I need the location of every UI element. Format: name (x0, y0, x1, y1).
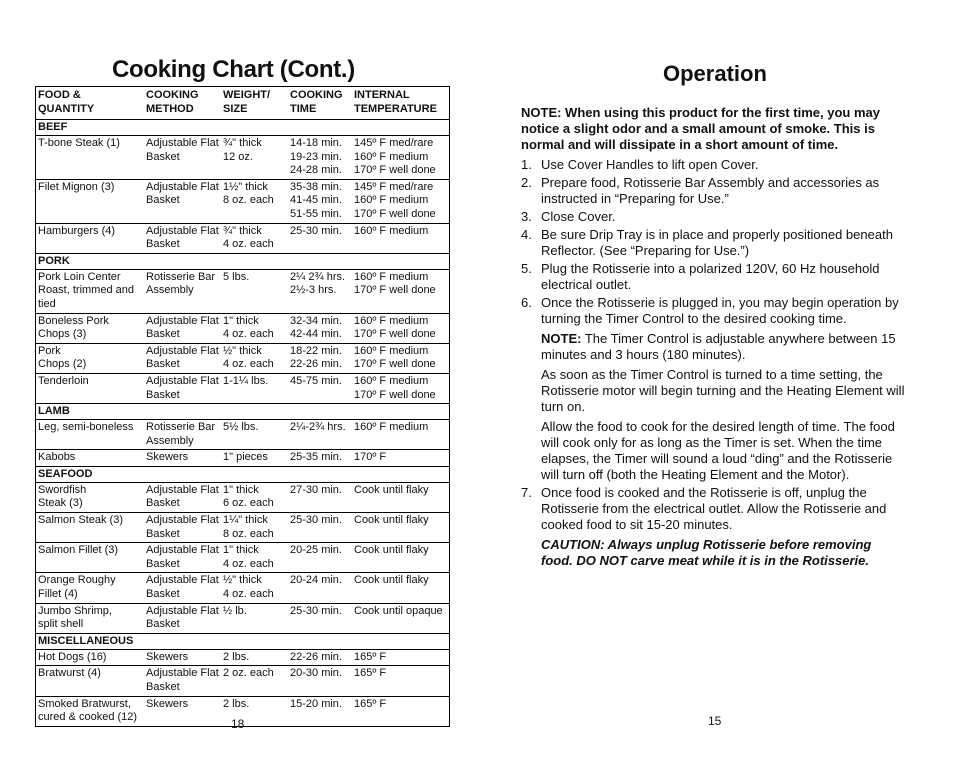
table-cell: Kabobs (38, 451, 76, 464)
table-cell: 1" thick 4 oz. each (223, 544, 274, 570)
table-cell: Skewers (146, 451, 189, 464)
table-cell: 35-38 min. 41-45 min. 51-55 min. (290, 180, 342, 220)
table-cell: 22-26 min. (290, 650, 342, 663)
step-item (521, 175, 906, 207)
step-text: Prepare food, Rotisserie Bar Assembly and accessories as instructed in “Preparing for Use.” (541, 175, 880, 206)
table-cell: 1" thick 6 oz. each (223, 483, 274, 510)
chart-header-row (36, 87, 449, 119)
table-cell: 1-1¼ lbs. (223, 374, 269, 387)
section-header: SEAFOOD (36, 466, 449, 482)
table-cell: Adjustable Flat Basket (146, 374, 219, 401)
table-cell: 2 lbs. (223, 697, 250, 710)
table-cell: Leg, semi-boneless (38, 421, 134, 434)
step-number: 2. (521, 175, 532, 190)
table-row (36, 223, 449, 253)
step-text: Once food is cooked and the Rotisserie is off, unplug the Rotisserie from the electrical outlet. Allow the Rotisserie and cooked food to sit 15-20 minutes. (541, 485, 887, 532)
table-cell: 5 lbs. (223, 270, 250, 283)
table-cell: Adjustable Flat Basket (146, 483, 219, 510)
step-text: Once the Rotisserie is plugged in, you may begin operation by turning the Timer Control to the desired cooking time. (541, 295, 899, 326)
section-header: BEEF (36, 119, 449, 135)
table-cell: 160º F medium (354, 224, 429, 237)
table-cell: Skewers (146, 697, 189, 710)
table-row (36, 512, 449, 542)
table-cell: 170º F (354, 451, 387, 464)
step-number: 4. (521, 227, 532, 242)
table-cell: Cook until flaky (354, 514, 429, 527)
column-header: COOKING TIME (290, 89, 343, 115)
table-cell: Pork Loin Center Roast, trimmed and tied (38, 270, 134, 310)
table-cell: Tenderloin (38, 374, 89, 387)
table-cell: Swordfish Steak (3) (38, 483, 87, 510)
cooking-chart-title: Cooking Chart (Cont.) (112, 56, 355, 83)
table-cell: Bratwurst (4) (38, 667, 101, 680)
operation-title: Operation (663, 61, 767, 86)
step-text: Plug the Rotisserie into a polarized 120V, 60 Hz household electrical outlet. (541, 261, 880, 292)
note-label: NOTE: (541, 331, 582, 346)
table-cell: 25-35 min. (290, 451, 342, 464)
table-cell: 27-30 min. (290, 483, 342, 496)
table-cell: Adjustable Flat Basket (146, 574, 219, 601)
table-cell: 2 oz. each (223, 667, 274, 680)
table-cell: 20-30 min. (290, 667, 342, 680)
first-use-note: NOTE: When using this product for the first time, you may notice a slight odor and a small amount of smoke. This is normal and will dissipate in a short amount of time. (521, 105, 880, 152)
table-cell: 5½ lbs. (223, 421, 259, 434)
table-row (36, 179, 449, 223)
table-cell: Adjustable Flat Basket (146, 224, 219, 251)
table-row (36, 269, 449, 313)
step-text: Be sure Drip Tray is in place and properly positioned beneath Reflector. (See “Preparing for Use.”) (541, 227, 893, 258)
table-cell: Salmon Fillet (3) (38, 544, 119, 557)
step-number: 6. (521, 295, 532, 310)
table-cell: 25-30 min. (290, 604, 342, 617)
operation-instructions (521, 105, 906, 571)
column-header: WEIGHT/ SIZE (223, 89, 271, 115)
table-cell: Pork Chops (2) (38, 344, 87, 371)
table-cell: ½ lb. (223, 604, 247, 617)
table-row (36, 572, 449, 602)
step-number: 5. (521, 261, 532, 276)
table-row (36, 649, 449, 666)
section-header: MISCELLANEOUS (36, 633, 449, 649)
table-cell: Cook until flaky (354, 544, 429, 557)
column-header: FOOD & QUANTITY (38, 89, 95, 115)
table-cell: Hamburgers (4) (38, 224, 116, 237)
step-number: 1. (521, 157, 532, 172)
right-page-number: 15 (708, 714, 722, 728)
table-cell: 160º F medium (354, 421, 429, 434)
table-cell: Cook until flaky (354, 574, 429, 587)
table-row (36, 482, 449, 512)
step-paragraph: Allow the food to cook for the desired length of time. The food will cook only for as long as the Timer is set. When the time elapses, the Timer will sound a loud “ding” and the Rotisserie will turn off (both the Heating Element and the Motor). (541, 419, 895, 482)
table-cell: Cook until opaque (354, 604, 443, 617)
table-cell: 15-20 min. (290, 697, 342, 710)
table-cell: 14-18 min. 19-23 min. 24-28 min. (290, 137, 342, 177)
table-cell: Boneless Pork Chops (3) (38, 314, 109, 341)
table-cell: Adjustable Flat Basket (146, 137, 219, 163)
table-cell: ½" thick 4 oz. each (223, 574, 274, 601)
table-cell: 1¼" thick 8 oz. each (223, 514, 274, 540)
step-item (521, 295, 906, 483)
note-text: The Timer Control is adjustable anywhere between 15 minutes and 3 hours (180 minutes). (541, 331, 896, 362)
step-item (521, 157, 906, 173)
table-cell: 165º F (354, 697, 387, 710)
table-row (36, 419, 449, 449)
table-row (36, 135, 449, 179)
left-page-number: 18 (231, 717, 245, 731)
table-row (36, 373, 449, 403)
table-cell: Smoked Bratwurst, cured & cooked (12) (38, 697, 138, 724)
table-cell: 20-25 min. (290, 544, 342, 557)
step-item (521, 261, 906, 293)
table-cell: Adjustable Flat Basket (146, 667, 219, 693)
section-header: LAMB (36, 403, 449, 419)
table-cell: 160º F medium 170º F well done (354, 314, 436, 341)
table-cell: 145º F med/rare 160º F medium 170º F well done (354, 137, 436, 177)
table-cell: 165º F (354, 667, 387, 680)
table-cell: Hot Dogs (16) (38, 650, 107, 663)
table-cell: 1" pieces (223, 451, 268, 464)
table-cell: 160º F medium 170º F well done (354, 270, 436, 297)
table-cell: 1½" thick 8 oz. each (223, 180, 274, 207)
table-cell: Rotisserie Bar Assembly (146, 421, 216, 447)
table-cell: ¾" thick 12 oz. (223, 137, 262, 163)
table-cell: Rotisserie Bar Assembly (146, 270, 216, 297)
table-cell: 2 lbs. (223, 650, 250, 663)
table-cell: 18-22 min. 22-26 min. (290, 344, 342, 371)
table-cell: Adjustable Flat Basket (146, 544, 219, 570)
table-row (36, 343, 449, 373)
table-cell: 25-30 min. (290, 224, 342, 237)
table-cell: Skewers (146, 650, 189, 663)
table-cell: 1" thick 4 oz. each (223, 314, 274, 341)
step-number: 3. (521, 209, 532, 224)
table-cell: 160º F medium 170º F well done (354, 374, 436, 401)
table-cell: Filet Mignon (3) (38, 180, 115, 193)
step-item (521, 227, 906, 259)
table-cell: Jumbo Shrimp, split shell (38, 604, 112, 631)
step-item (521, 485, 906, 569)
table-cell: 2¼ 2¾ hrs. 2½-3 hrs. (290, 270, 346, 297)
step-item (521, 209, 906, 225)
table-cell: 145º F med/rare 160º F medium 170º F well done (354, 180, 436, 220)
table-cell: Adjustable Flat Basket (146, 314, 219, 341)
table-cell: Adjustable Flat Basket (146, 514, 219, 540)
table-cell: Cook until flaky (354, 483, 429, 496)
table-cell: 20-24 min. (290, 574, 342, 587)
column-header: INTERNAL TEMPERATURE (354, 89, 437, 115)
step-text: Use Cover Handles to lift open Cover. (541, 157, 759, 172)
table-cell: Adjustable Flat Basket (146, 604, 219, 631)
cooking-chart-table (35, 86, 450, 727)
table-cell: Orange Roughy Fillet (4) (38, 574, 116, 601)
table-cell: 165º F (354, 650, 387, 663)
column-header: COOKING METHOD (146, 89, 199, 115)
step-text: Close Cover. (541, 209, 616, 224)
table-cell: 45-75 min. (290, 374, 342, 387)
operation-steps (521, 157, 906, 569)
table-cell: 160º F medium 170º F well done (354, 344, 436, 371)
table-cell: 2¼-2¾ hrs. (290, 421, 346, 434)
table-cell: Adjustable Flat Basket (146, 344, 219, 371)
table-cell: Adjustable Flat Basket (146, 180, 219, 207)
table-row (36, 603, 449, 633)
timer-note (541, 331, 906, 363)
table-row (36, 665, 449, 695)
caution-note: CAUTION: Always unplug Rotisserie before removing food. DO NOT carve meat while it is in the Rotisserie. (541, 537, 872, 568)
section-header: PORK (36, 253, 449, 269)
table-cell: T-bone Steak (1) (38, 137, 120, 149)
table-row (36, 449, 449, 466)
table-cell: 32-34 min. 42-44 min. (290, 314, 342, 341)
table-row (36, 542, 449, 572)
table-cell: Salmon Steak (3) (38, 514, 123, 527)
table-cell: ¾" thick 4 oz. each (223, 224, 274, 251)
table-row (36, 313, 449, 343)
step-paragraph: As soon as the Timer Control is turned to a time setting, the Rotisserie motor will begin turning and the Heating Element will turn on. (541, 367, 905, 414)
table-cell: ½" thick 4 oz. each (223, 344, 274, 371)
step-number: 7. (521, 485, 532, 500)
table-cell: 25-30 min. (290, 514, 342, 527)
